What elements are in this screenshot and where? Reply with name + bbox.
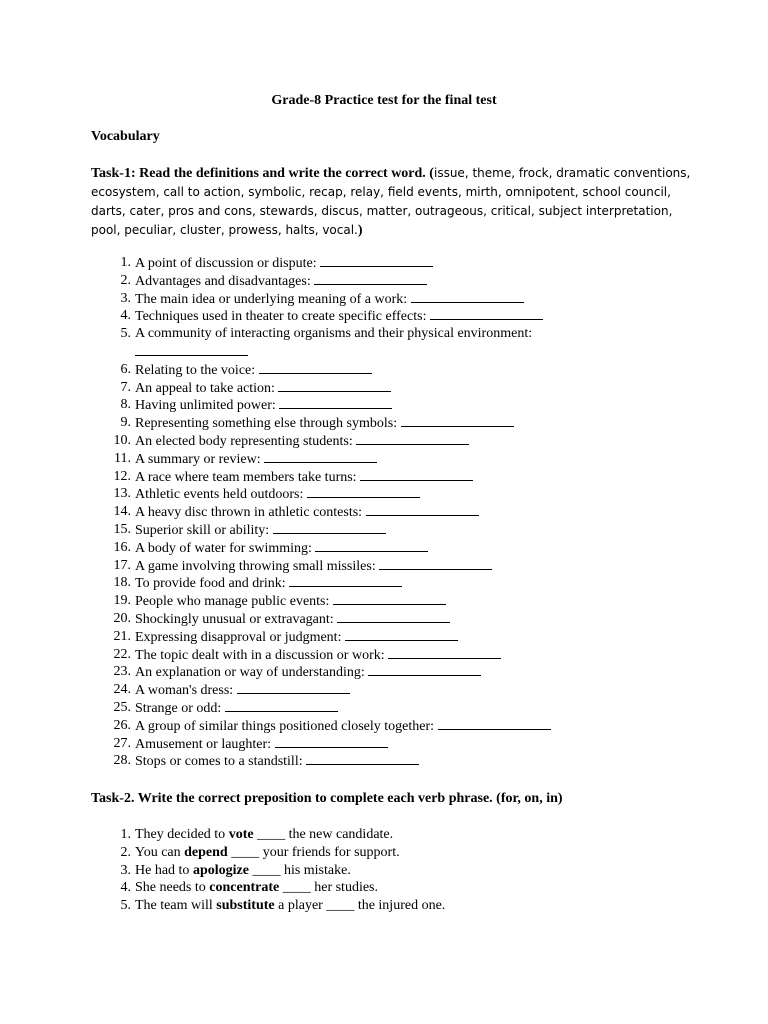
verb: depend [184,844,228,860]
task1-item [91,663,691,681]
verb: apologize [192,862,249,878]
item-number: 21. [113,628,131,644]
section-heading: Vocabulary [91,129,160,144]
answer-blank[interactable] [368,663,481,676]
item-number: 2. [120,272,131,288]
answer-blank[interactable] [259,361,372,374]
item-definition: A group of similar things positioned closely together: [135,718,438,734]
task1-item [91,361,691,379]
item-definition: Advantages and disadvantages: [135,273,315,289]
answer-blank[interactable] [356,432,469,445]
task1-instructions [91,164,691,240]
item-number: 9. [120,415,131,431]
item-number: 5. [120,898,131,914]
task1-item [91,592,691,610]
item-definition: The main idea or underlying meaning of a work: [135,291,411,307]
item-definition: Representing something else through symbols: [135,416,401,432]
task1-item [91,432,691,450]
task1-item [91,699,691,717]
task1-item [91,272,691,290]
word-bank: issue, theme, frock, dramatic conventions, ecosystem, call to action, symbolic, recap, relay, field events, mirth, omnipotent, school council, darts, cater, pros and cons, stewards, discus, matter, outrageous, critical, subject interpretation, pool, peculiar, cluster, prowess, halts, vocal. [91,166,691,237]
answer-blank[interactable] [237,681,350,694]
item-number: 5. [120,326,131,342]
answer-blank[interactable] [430,307,543,320]
answer-blank[interactable] [401,414,514,427]
item-number: 10. [113,432,131,448]
item-definition: A heavy disc thrown in athletic contests: [135,505,366,521]
task1-heading: Task-1: Read the definitions and write the correct word. ( [91,166,434,181]
sentence-end: a player ____ the injured one. [274,898,446,914]
answer-blank[interactable] [275,735,388,748]
task1-item [91,450,691,468]
item-number: 1. [120,827,131,842]
answer-blank[interactable] [315,539,428,552]
item-number: 4. [120,880,131,896]
task2-item [91,879,691,897]
item-definition: A race where team members take turns: [135,469,361,485]
answer-blank[interactable] [273,521,386,534]
task1-item [91,325,691,361]
task1-item [91,254,691,272]
task1-item [91,574,691,592]
item-number: 1. [120,255,131,270]
task1-item [91,503,691,521]
answer-blank[interactable] [278,379,391,392]
task1-item [91,307,691,325]
item-definition: A point of discussion or dispute: [135,256,321,271]
item-number: 11. [114,450,131,466]
item-definition: A woman's dress: [135,683,237,699]
answer-blank[interactable] [360,468,473,481]
item-definition: Having unlimited power: [135,398,280,414]
item-number: 22. [113,646,131,662]
task1-item [91,752,691,770]
task2-item [91,826,691,844]
item-definition: Shockingly unusual or extravagant: [135,611,338,627]
item-definition: A summary or review: [135,451,265,467]
item-number: 23. [113,664,131,680]
task1-item [91,539,691,557]
answer-blank[interactable] [264,450,377,463]
item-number: 2. [120,844,131,860]
item-number: 15. [113,521,131,537]
task1-item [91,521,691,539]
answer-blank[interactable] [135,343,248,356]
item-definition: To provide food and drink: [135,576,290,592]
task1-item [91,717,691,735]
answer-blank[interactable] [379,557,492,570]
answer-blank[interactable] [306,752,419,765]
item-number: 3. [120,290,131,306]
item-number: 17. [113,557,131,573]
item-number: 20. [113,610,131,626]
page-title: Grade-8 Practice test for the final test [271,93,497,108]
sentence-start: They decided to [135,827,229,842]
item-number: 27. [113,735,131,751]
item-number: 16. [113,539,131,555]
item-definition: Techniques used in theater to create specific effects: [135,309,430,325]
item-definition: Superior skill or ability: [135,522,273,538]
sentence-start: She needs to [135,880,210,896]
task1-item [91,610,691,628]
answer-blank[interactable] [333,592,446,605]
task1-item [91,485,691,503]
task1-item [91,681,691,699]
task2-item [91,897,691,915]
answer-blank[interactable] [438,717,551,730]
task2-list [91,826,691,915]
item-definition: Strange or odd: [135,700,225,716]
item-number: 4. [120,308,131,324]
item-definition: A game involving throwing small missiles: [135,558,380,574]
sentence-end: ____ your friends for support. [227,844,400,860]
item-definition: Relating to the voice: [135,362,259,378]
verb: substitute [216,898,275,914]
task1-list [91,254,691,770]
task2-heading: Task-2. Write the correct preposition to complete each verb phrase. (for, on, in) [91,791,563,806]
answer-blank[interactable] [320,254,433,267]
item-definition: An appeal to take action: [135,380,279,396]
task2-item [91,862,691,880]
answer-blank[interactable] [225,699,338,712]
verb: vote [228,827,254,842]
task1-item [91,396,691,414]
item-number: 19. [113,593,131,609]
item-definition: An explanation or way of understanding: [135,665,369,681]
item-definition: The topic dealt with in a discussion or work: [135,647,389,663]
task1-item [91,414,691,432]
task1-item [91,557,691,575]
task1-item [91,468,691,486]
task2-item [91,844,691,862]
task1-item [91,628,691,646]
item-number: 8. [120,397,131,413]
item-definition: Stops or comes to a standstill: [135,754,307,770]
item-definition: An elected body representing students: [135,433,357,449]
answer-blank[interactable] [279,396,392,409]
answer-blank[interactable] [388,646,501,659]
answer-blank[interactable] [307,485,420,498]
item-definition: Athletic events held outdoors: [135,487,307,503]
item-definition: Expressing disapproval or judgment: [135,629,345,645]
item-definition: A community of interacting organisms and their physical environment: [135,326,533,342]
item-number: 25. [113,699,131,715]
item-number: 13. [113,486,131,502]
item-number: 12. [113,468,131,484]
sentence-end: ____ the new candidate. [253,827,394,842]
task1-item [91,290,691,308]
word-bank-close: ) [357,223,363,238]
sentence-start: The team will [135,898,217,914]
sentence-end: ____ her studies. [279,880,378,896]
sentence-start: He had to [135,862,193,878]
item-definition: People who manage public events: [135,594,333,610]
verb: concentrate [209,880,280,896]
task1-item [91,735,691,753]
item-definition: A body of water for swimming: [135,540,316,556]
item-number: 6. [120,361,131,377]
item-number: 7. [120,379,131,395]
answer-blank[interactable] [366,503,479,516]
item-definition: Amusement or laughter: [135,736,275,752]
task1-item [91,379,691,397]
item-number: 14. [113,504,131,520]
item-number: 28. [113,753,131,769]
answer-blank[interactable] [411,290,524,303]
item-number: 3. [120,862,131,878]
sentence-end: ____ his mistake. [248,862,351,878]
task1-item [91,646,691,664]
item-number: 26. [113,717,131,733]
answer-blank[interactable] [345,628,458,641]
sentence-start: You can [135,844,185,860]
answer-blank[interactable] [337,610,450,623]
answer-blank[interactable] [289,574,402,587]
item-number: 18. [113,575,131,591]
answer-blank[interactable] [314,272,427,285]
item-number: 24. [113,682,131,698]
